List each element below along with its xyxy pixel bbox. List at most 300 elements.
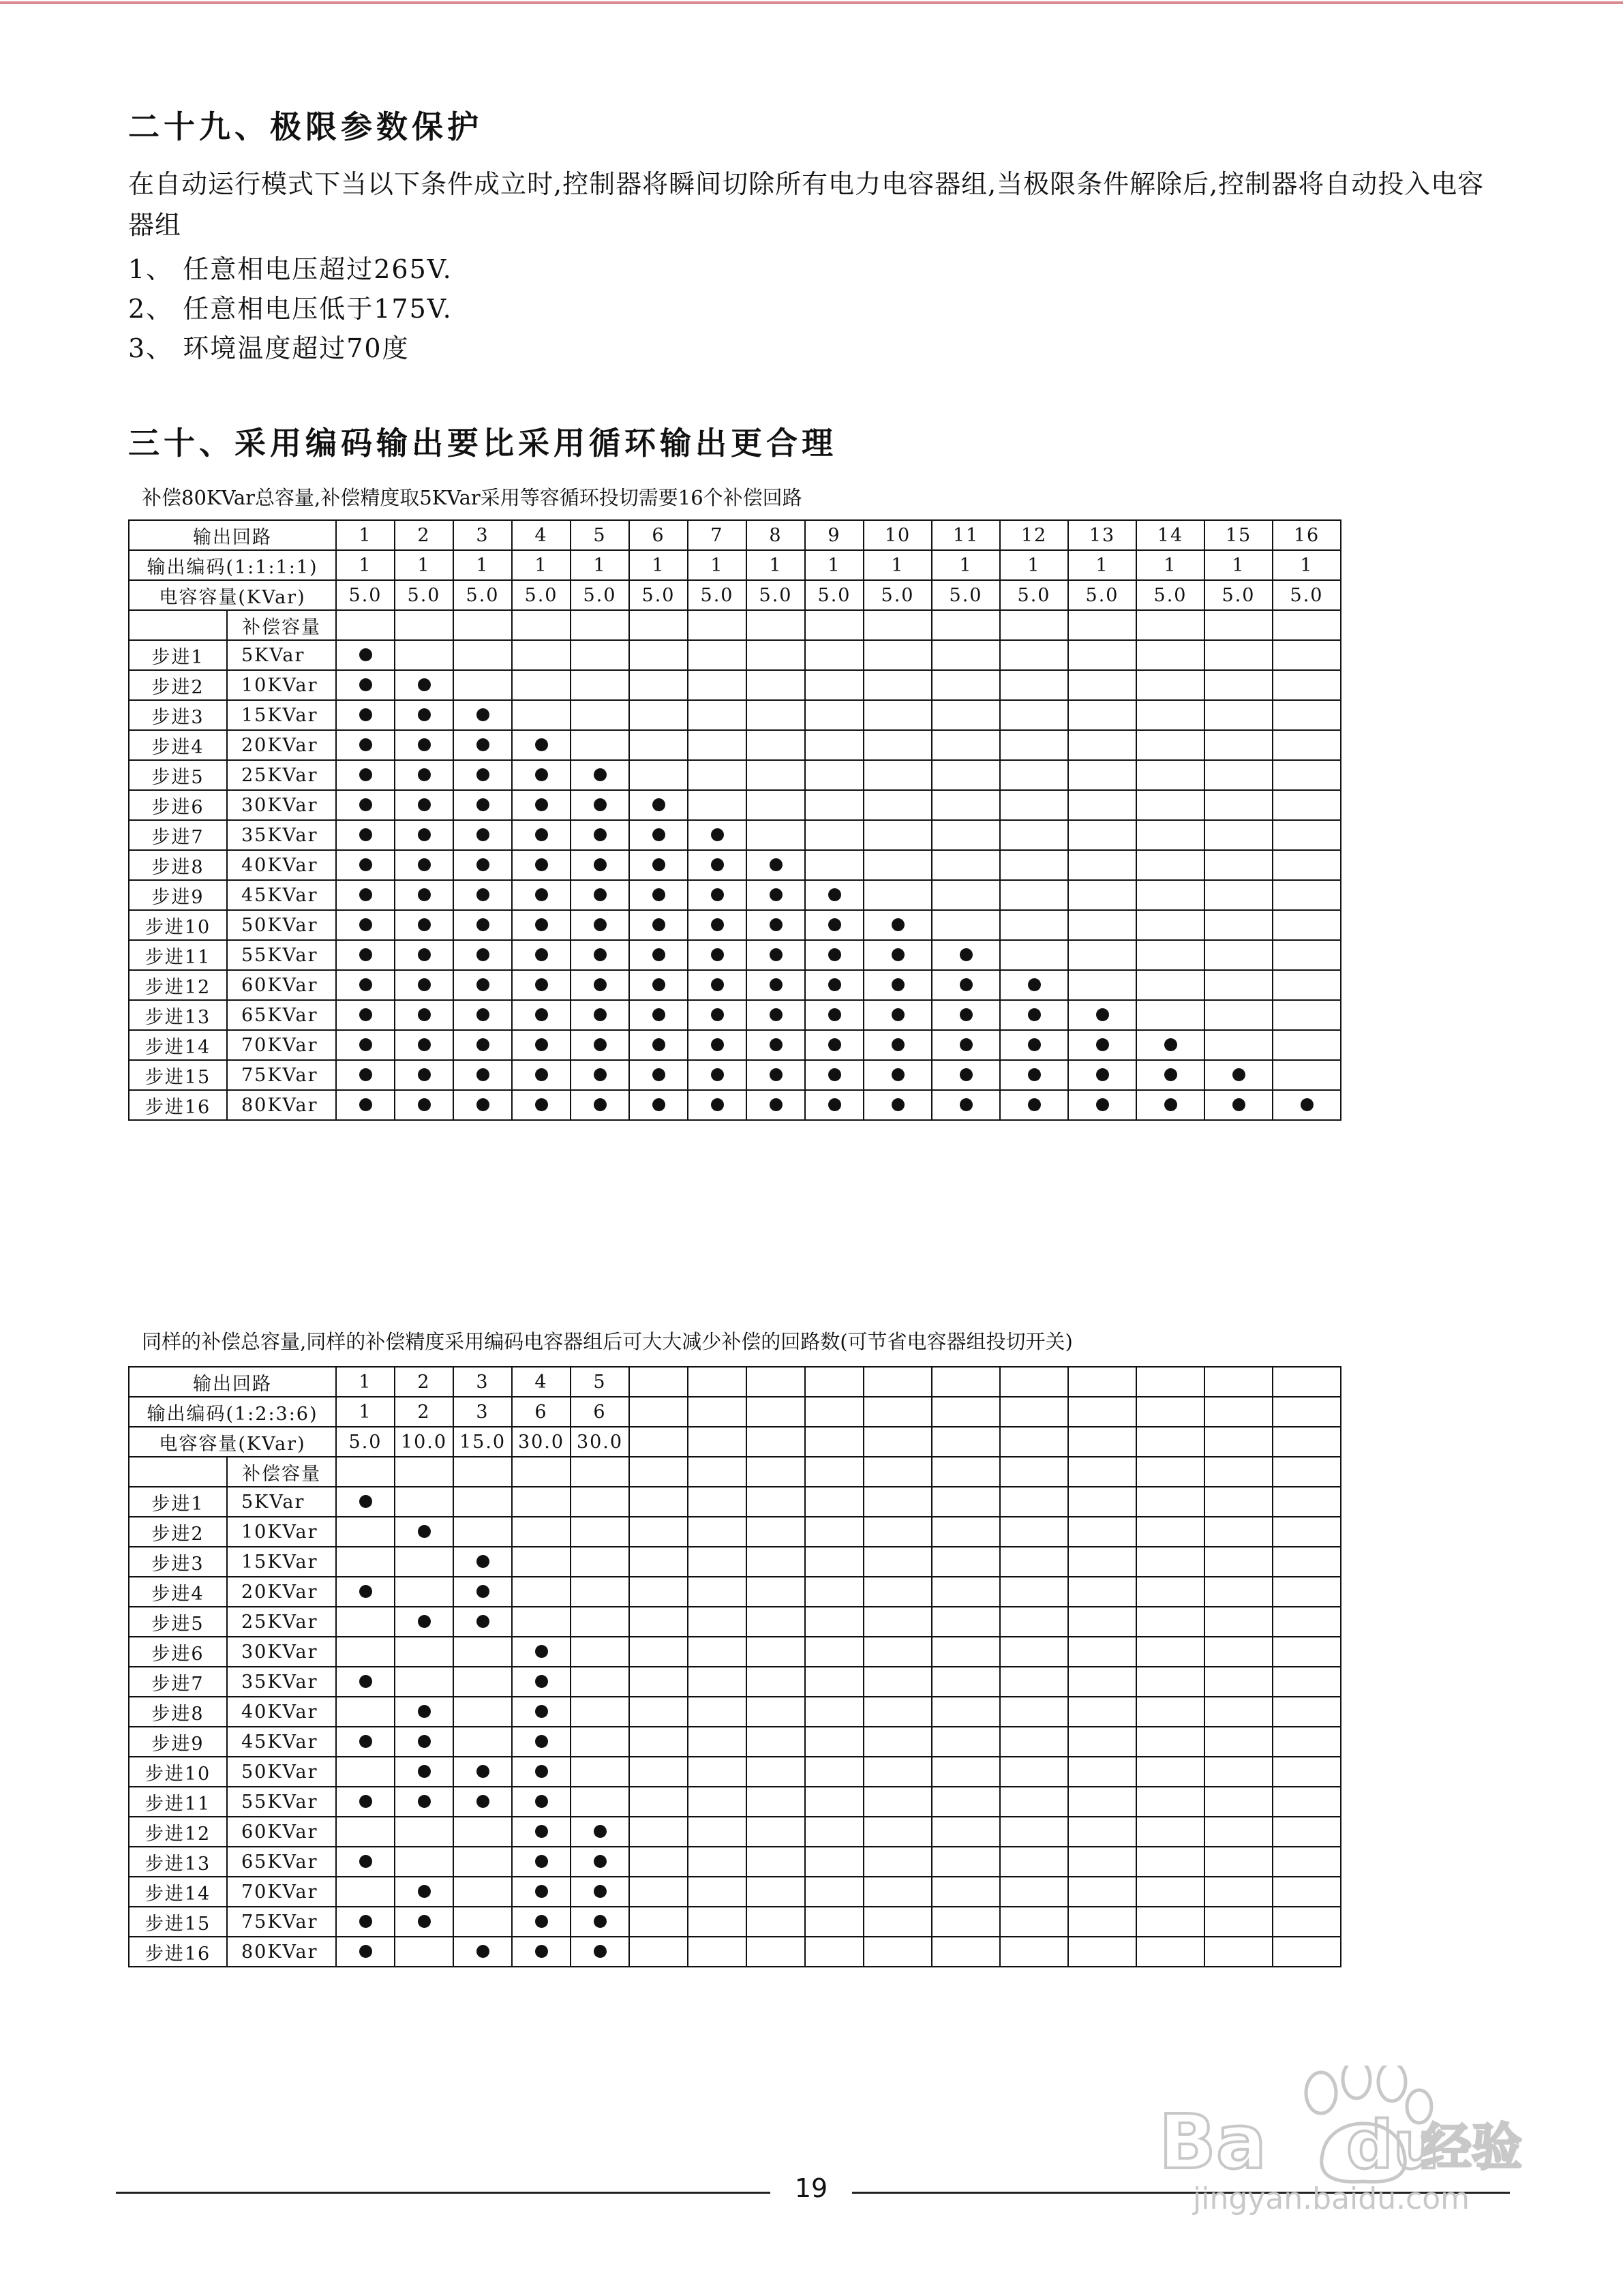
capacity-row-cell: 5.0 — [1273, 580, 1341, 610]
switch-cell — [864, 1787, 932, 1817]
switch-cell — [571, 1487, 629, 1517]
capacity-row-cell: 5.0 — [629, 580, 688, 610]
on-dot-icon — [418, 948, 431, 961]
switch-cell — [1273, 1000, 1341, 1030]
switch-cell — [688, 760, 746, 790]
switch-cell — [1204, 700, 1273, 730]
switch-cell — [1000, 1937, 1068, 1967]
switch-cell — [932, 1060, 1000, 1090]
switch-cell — [864, 1937, 932, 1967]
step-label: 步进12 — [129, 1817, 227, 1847]
step-label: 步进13 — [129, 1847, 227, 1877]
switch-cell — [1000, 790, 1068, 820]
switch-cell — [805, 1727, 864, 1757]
switch-cell — [336, 1757, 395, 1787]
comp-header-row — [129, 1457, 1341, 1487]
switch-cell — [1068, 790, 1136, 820]
switch-cell — [453, 1607, 512, 1637]
switch-cell — [932, 970, 1000, 1000]
switch-cell — [1204, 1607, 1273, 1637]
on-dot-icon — [359, 1675, 372, 1688]
step-label: 步进5 — [129, 760, 227, 790]
code-row-cell — [746, 1397, 805, 1427]
switch-cell — [1068, 1787, 1136, 1817]
on-dot-icon — [535, 948, 548, 961]
switch-cell — [512, 940, 571, 970]
switch-cell — [1136, 1607, 1204, 1637]
switch-cell — [805, 970, 864, 1000]
switch-cell — [1273, 880, 1341, 910]
on-dot-icon — [359, 1495, 372, 1508]
on-dot-icon — [476, 888, 489, 901]
empty-cell — [1273, 610, 1341, 640]
switch-cell — [746, 910, 805, 940]
switch-cell — [932, 1847, 1000, 1877]
switch-cell — [1136, 1877, 1204, 1907]
switch-cell — [1000, 1697, 1068, 1727]
switch-cell — [629, 1637, 688, 1667]
switch-cell — [688, 1667, 746, 1697]
on-dot-icon — [418, 1885, 431, 1898]
switch-cell — [629, 700, 688, 730]
switch-cell — [1068, 640, 1136, 670]
switch-cell — [629, 640, 688, 670]
switch-cell — [746, 820, 805, 850]
switch-cell — [932, 910, 1000, 940]
empty-cell — [688, 610, 746, 640]
on-dot-icon — [652, 1068, 665, 1081]
switch-cell — [395, 910, 453, 940]
circuit-row-cell — [1204, 1367, 1273, 1397]
switch-cell — [1136, 1817, 1204, 1847]
switch-cell — [746, 1090, 805, 1120]
empty-cell — [1273, 1457, 1341, 1487]
on-dot-icon — [535, 1915, 548, 1928]
switch-cell — [336, 1847, 395, 1877]
switch-cell — [571, 1090, 629, 1120]
switch-cell — [1204, 1937, 1273, 1967]
switch-cell — [1068, 1090, 1136, 1120]
step-label: 步进14 — [129, 1030, 227, 1060]
empty-cell — [336, 610, 395, 640]
switch-cell — [512, 1000, 571, 1030]
code-row-cell: 1 — [1136, 550, 1204, 580]
on-dot-icon — [594, 828, 607, 841]
on-dot-icon — [892, 1068, 905, 1081]
on-dot-icon — [1232, 1098, 1245, 1111]
switch-cell — [629, 1817, 688, 1847]
switch-cell — [864, 1577, 932, 1607]
code-row-cell — [1273, 1397, 1341, 1427]
code-row-cell: 1 — [336, 550, 395, 580]
switch-cell — [688, 1060, 746, 1090]
circuit-row-cell — [1136, 1367, 1204, 1397]
code-row — [129, 1397, 1341, 1427]
on-dot-icon — [418, 888, 431, 901]
switch-cell — [864, 880, 932, 910]
switch-cell — [932, 1517, 1000, 1547]
switch-cell — [1000, 1607, 1068, 1637]
switch-cell — [571, 1637, 629, 1667]
switch-cell — [512, 1607, 571, 1637]
switch-cell — [805, 1060, 864, 1090]
code-row-label: 输出编码(1:1:1:1) — [129, 550, 336, 580]
switch-cell — [932, 730, 1000, 760]
step-label: 步进15 — [129, 1060, 227, 1090]
step-row — [129, 1030, 1341, 1060]
on-dot-icon — [711, 858, 724, 871]
on-dot-icon — [594, 1825, 607, 1838]
switch-cell — [1000, 1487, 1068, 1517]
step-label: 步进1 — [129, 640, 227, 670]
on-dot-icon — [535, 1038, 548, 1051]
switch-cell — [512, 1517, 571, 1547]
switch-cell — [336, 940, 395, 970]
on-dot-icon — [476, 1038, 489, 1051]
switch-cell — [1000, 1877, 1068, 1907]
on-dot-icon — [535, 1008, 548, 1021]
switch-cell — [453, 970, 512, 1000]
switch-cell — [746, 760, 805, 790]
step-label: 步进6 — [129, 1637, 227, 1667]
circuit-row-cell: 5 — [571, 520, 629, 550]
on-dot-icon — [476, 1945, 489, 1958]
switch-cell — [395, 940, 453, 970]
switch-cell — [932, 1907, 1000, 1937]
switch-cell — [932, 1030, 1000, 1060]
switch-cell — [1273, 940, 1341, 970]
on-dot-icon — [828, 1038, 841, 1051]
code-row-cell: 1 — [746, 550, 805, 580]
switch-cell — [336, 1090, 395, 1120]
on-dot-icon — [359, 1008, 372, 1021]
on-dot-icon — [711, 1008, 724, 1021]
switch-cell — [1273, 1877, 1341, 1907]
step-row — [129, 1787, 1341, 1817]
switch-cell — [336, 1907, 395, 1937]
switch-cell — [1204, 1637, 1273, 1667]
on-dot-icon — [770, 1098, 783, 1111]
switch-cell — [453, 940, 512, 970]
code-row-cell: 6 — [512, 1397, 571, 1427]
on-dot-icon — [770, 1008, 783, 1021]
switch-cell — [512, 970, 571, 1000]
switch-cell — [1136, 730, 1204, 760]
comp-value: 70KVar — [227, 1030, 336, 1060]
circuit-row-cell — [864, 1367, 932, 1397]
on-dot-icon — [535, 1675, 548, 1688]
on-dot-icon — [535, 1855, 548, 1868]
circuit-row-cell: 3 — [453, 520, 512, 550]
capacity-row-cell — [932, 1427, 1000, 1457]
switch-cell — [512, 1090, 571, 1120]
on-dot-icon — [359, 1795, 372, 1808]
empty-cell — [453, 610, 512, 640]
switch-cell — [453, 1937, 512, 1967]
switch-cell — [1273, 1517, 1341, 1547]
comp-value: 5KVar — [227, 1487, 336, 1517]
step-row — [129, 1517, 1341, 1547]
on-dot-icon — [418, 1038, 431, 1051]
switch-cell — [1000, 1577, 1068, 1607]
step-label: 步进3 — [129, 700, 227, 730]
step-label: 步进2 — [129, 670, 227, 700]
switch-cell — [1204, 790, 1273, 820]
switch-cell — [688, 790, 746, 820]
switch-cell — [512, 1877, 571, 1907]
switch-cell — [571, 1697, 629, 1727]
switch-cell — [1000, 910, 1068, 940]
switch-cell — [1273, 1727, 1341, 1757]
switch-cell — [1000, 1757, 1068, 1787]
switch-cell — [1068, 1637, 1136, 1667]
switch-cell — [1273, 1817, 1341, 1847]
on-dot-icon — [476, 828, 489, 841]
switch-cell — [571, 1577, 629, 1607]
step-label: 步进3 — [129, 1547, 227, 1577]
on-dot-icon — [1028, 1038, 1041, 1051]
condition-item-3: 3、 环境温度超过70度 — [128, 333, 410, 363]
on-dot-icon — [960, 1098, 973, 1111]
circuit-row-cell: 4 — [512, 1367, 571, 1397]
switch-cell — [1068, 820, 1136, 850]
switch-cell — [1204, 1000, 1273, 1030]
switch-cell — [1273, 700, 1341, 730]
on-dot-icon — [359, 978, 372, 991]
switch-cell — [1273, 1060, 1341, 1090]
code-row-cell — [1000, 1397, 1068, 1427]
on-dot-icon — [1096, 1038, 1109, 1051]
switch-cell — [571, 1847, 629, 1877]
on-dot-icon — [535, 798, 548, 811]
watermark-brand-ba: Ba — [1159, 2098, 1267, 2186]
on-dot-icon — [594, 768, 607, 781]
capacity-row-cell: 5.0 — [571, 580, 629, 610]
circuit-row — [129, 520, 1341, 550]
switch-cell — [1068, 700, 1136, 730]
switch-cell — [453, 1547, 512, 1577]
switch-cell — [1273, 1547, 1341, 1577]
watermark-url: jingyan.baidu.com — [1193, 2181, 1470, 2216]
switch-cell — [1204, 940, 1273, 970]
on-dot-icon — [535, 1825, 548, 1838]
on-dot-icon — [418, 738, 431, 751]
on-dot-icon — [359, 1855, 372, 1868]
on-dot-icon — [594, 1008, 607, 1021]
on-dot-icon — [828, 918, 841, 931]
step-label: 步进11 — [129, 1787, 227, 1817]
step-row — [129, 700, 1341, 730]
code-row-cell: 1 — [571, 550, 629, 580]
switch-cell — [1068, 970, 1136, 1000]
switch-cell — [688, 1847, 746, 1877]
comp-value: 10KVar — [227, 670, 336, 700]
switch-cell — [571, 1817, 629, 1847]
comp-value: 15KVar — [227, 700, 336, 730]
switch-cell — [512, 640, 571, 670]
code-row-cell — [932, 1397, 1000, 1427]
comp-value: 75KVar — [227, 1907, 336, 1937]
switch-cell — [805, 1817, 864, 1847]
switch-cell — [932, 1667, 1000, 1697]
switch-cell — [805, 730, 864, 760]
switch-cell — [1068, 670, 1136, 700]
switch-cell — [746, 1847, 805, 1877]
switch-cell — [1136, 1487, 1204, 1517]
switch-cell — [1136, 1517, 1204, 1547]
switch-cell — [746, 1517, 805, 1547]
empty-cell — [1136, 610, 1204, 640]
switch-cell — [864, 940, 932, 970]
switch-cell — [336, 1547, 395, 1577]
on-dot-icon — [1164, 1068, 1177, 1081]
on-dot-icon — [770, 888, 783, 901]
circuit-row-cell: 9 — [805, 520, 864, 550]
switch-cell — [805, 1847, 864, 1877]
on-dot-icon — [476, 738, 489, 751]
step-label: 步进8 — [129, 1697, 227, 1727]
on-dot-icon — [828, 1008, 841, 1021]
switch-cell — [932, 1757, 1000, 1787]
switch-cell — [932, 1577, 1000, 1607]
code-row-cell: 1 — [512, 550, 571, 580]
step-row — [129, 1667, 1341, 1697]
switch-cell — [395, 730, 453, 760]
switch-cell — [932, 1727, 1000, 1757]
switch-cell — [805, 760, 864, 790]
switch-cell — [688, 1030, 746, 1060]
switch-cell — [336, 820, 395, 850]
switch-cell — [629, 670, 688, 700]
switch-cell — [336, 1637, 395, 1667]
switch-cell — [1068, 730, 1136, 760]
on-dot-icon — [476, 798, 489, 811]
capacity-row-cell — [1273, 1427, 1341, 1457]
capacity-row-cell: 5.0 — [746, 580, 805, 610]
switch-cell — [1136, 1787, 1204, 1817]
circuit-row-cell: 8 — [746, 520, 805, 550]
switch-cell — [1068, 1877, 1136, 1907]
switch-cell — [746, 1487, 805, 1517]
switch-cell — [1068, 910, 1136, 940]
switch-cell — [512, 850, 571, 880]
switch-cell — [1136, 1757, 1204, 1787]
condition-item-1: 1、 任意相电压超过265V. — [128, 254, 453, 284]
switch-cell — [453, 1787, 512, 1817]
switch-cell — [1000, 730, 1068, 760]
switch-cell — [1204, 1907, 1273, 1937]
on-dot-icon — [711, 828, 724, 841]
switch-cell — [1068, 1607, 1136, 1637]
switch-cell — [571, 640, 629, 670]
switch-cell — [805, 1937, 864, 1967]
circuit-row-cell: 15 — [1204, 520, 1273, 550]
switch-cell — [571, 790, 629, 820]
switch-cell — [1068, 760, 1136, 790]
switch-cell — [395, 970, 453, 1000]
on-dot-icon — [892, 1008, 905, 1021]
on-dot-icon — [476, 1585, 489, 1598]
switch-cell — [336, 850, 395, 880]
empty-cell — [1068, 1457, 1136, 1487]
switch-cell — [571, 670, 629, 700]
switch-cell — [1136, 1907, 1204, 1937]
on-dot-icon — [1028, 1008, 1041, 1021]
switch-cell — [1204, 1727, 1273, 1757]
step-row — [129, 730, 1341, 760]
switch-cell — [864, 910, 932, 940]
switch-cell — [1068, 1697, 1136, 1727]
switch-cell — [688, 700, 746, 730]
switch-cell — [1000, 670, 1068, 700]
step-label: 步进16 — [129, 1937, 227, 1967]
on-dot-icon — [652, 888, 665, 901]
section-29-paragraph: 在自动运行模式下当以下条件成立时,控制器将瞬间切除所有电力电容器组,当极限条件解除后,控制器将自动投入电容器组 — [128, 169, 1485, 240]
switch-cell — [1000, 820, 1068, 850]
on-dot-icon — [770, 1038, 783, 1051]
footer-rule-left — [116, 2192, 770, 2194]
switch-cell — [336, 1937, 395, 1967]
on-dot-icon — [1164, 1038, 1177, 1051]
switch-cell — [1000, 1030, 1068, 1060]
switch-cell — [1204, 1547, 1273, 1577]
switch-cell — [932, 700, 1000, 730]
switch-cell — [746, 790, 805, 820]
circuit-row-cell — [1273, 1367, 1341, 1397]
switch-cell — [1204, 1090, 1273, 1120]
capacity-row-cell — [1000, 1427, 1068, 1457]
empty-cell — [1000, 1457, 1068, 1487]
code-row-cell: 1 — [395, 550, 453, 580]
switch-cell — [1204, 1847, 1273, 1877]
switch-cell — [336, 1697, 395, 1727]
on-dot-icon — [359, 828, 372, 841]
switch-cell — [688, 820, 746, 850]
switch-cell — [571, 1030, 629, 1060]
empty-cell — [932, 610, 1000, 640]
switch-cell — [453, 1697, 512, 1727]
circuit-row-cell — [1068, 1367, 1136, 1397]
switch-cell — [1068, 1817, 1136, 1847]
circuit-row-cell: 1 — [336, 520, 395, 550]
step-row — [129, 1727, 1341, 1757]
on-dot-icon — [770, 1068, 783, 1081]
on-dot-icon — [652, 858, 665, 871]
switch-cell — [1136, 760, 1204, 790]
switch-cell — [512, 1787, 571, 1817]
capacity-row — [129, 580, 1341, 610]
capacity-row-label: 电容容量(KVar) — [129, 580, 336, 610]
capacity-row-cell: 5.0 — [805, 580, 864, 610]
switch-cell — [336, 1877, 395, 1907]
switch-cell — [336, 880, 395, 910]
comp-value: 35KVar — [227, 820, 336, 850]
on-dot-icon — [535, 918, 548, 931]
switch-cell — [629, 1030, 688, 1060]
empty-cell — [746, 610, 805, 640]
on-dot-icon — [594, 858, 607, 871]
switch-cell — [629, 1060, 688, 1090]
switch-cell — [1136, 1090, 1204, 1120]
on-dot-icon — [770, 978, 783, 991]
code-row-cell: 1 — [629, 550, 688, 580]
switch-cell — [1204, 760, 1273, 790]
switch-cell — [1000, 760, 1068, 790]
switch-cell — [395, 1847, 453, 1877]
empty-cell — [932, 1457, 1000, 1487]
switch-cell — [864, 670, 932, 700]
switch-cell — [805, 790, 864, 820]
